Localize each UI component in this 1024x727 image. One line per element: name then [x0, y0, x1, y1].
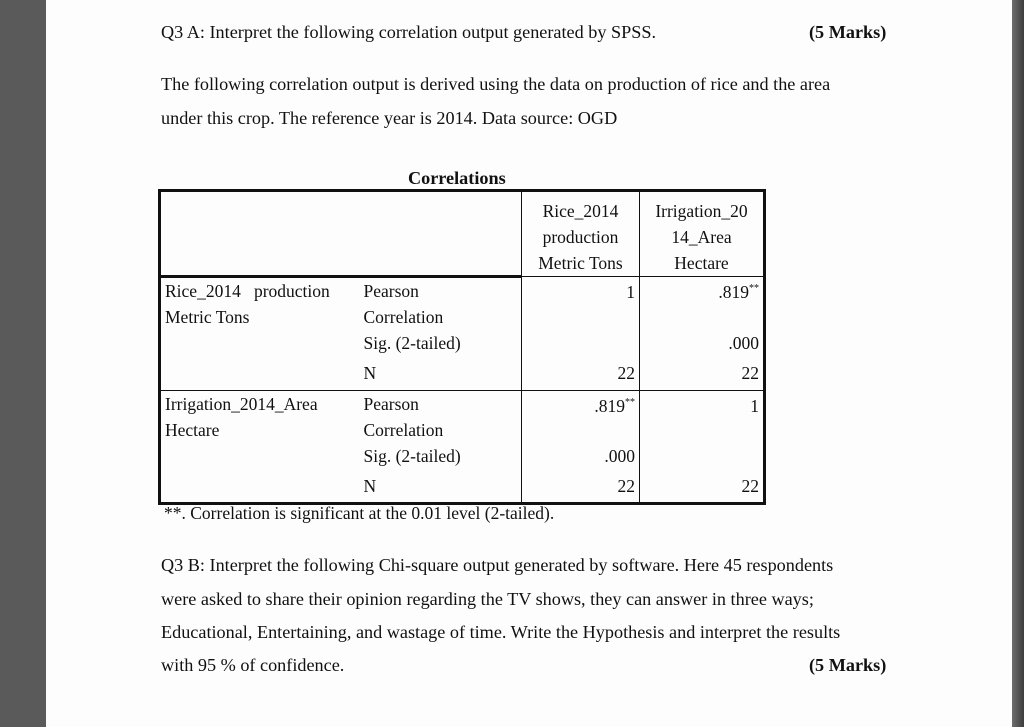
stat-n-label: N — [360, 360, 522, 390]
r1-pearson-c2: .819 — [718, 282, 749, 302]
intro-line-2: under this crop. The reference year is 2014. Data source: OGD — [161, 108, 618, 128]
stat-pearson-line2: Correlation — [363, 307, 444, 327]
header-corner — [160, 191, 522, 277]
r1-pearson-c2-sup: ** — [749, 283, 759, 294]
r1-sig-c2: .000 — [640, 330, 765, 360]
question-b-marks: (5 Marks) — [809, 655, 887, 675]
stat-sig-label-2: Sig. (2-tailed) — [363, 446, 461, 466]
question-b-line-3: Educational, Entertaining, and wastage of time. Write the Hypothesis and interpret the results — [161, 622, 841, 642]
stat-pearson-2-line2: Correlation — [363, 419, 444, 440]
stat-pearson-line1: Pearson — [363, 281, 419, 301]
r2-pearson-c1-cell — [522, 390, 640, 443]
col-header-irrigation — [640, 191, 765, 277]
table-footnote: **. Correlation is significant at the 0.01 level (2-tailed). — [164, 503, 555, 523]
question-a-marks: (5 Marks) — [809, 22, 887, 42]
r2-sig-c2 — [640, 443, 765, 473]
row-label-irrigation — [160, 390, 360, 503]
r2-pearson-c1: .819 — [594, 395, 625, 416]
col-header-rice-line3: Metric Tons — [538, 253, 623, 273]
r1-sig-c1 — [522, 330, 640, 360]
correlations-table — [158, 189, 766, 505]
r2-pearson-c2: 1 — [640, 390, 765, 443]
row-label-rice-line2: Metric Tons — [165, 307, 250, 327]
table-title: Correlations — [408, 168, 506, 188]
r1-pearson-c1: 1 — [522, 277, 640, 331]
col-header-irrigation-line3: Hectare — [674, 253, 729, 273]
row-label-rice — [160, 277, 360, 391]
stat-pearson-label-2 — [360, 390, 522, 443]
question-b-line-2: were asked to share their opinion regarding the TV shows, they can answer in three ways; — [161, 589, 814, 609]
col-header-irrigation-line2: 14_Area — [671, 227, 732, 247]
row-label-irrigation-line2: Hectare — [165, 419, 220, 440]
r2-sig-c1: .000 — [522, 443, 640, 473]
r2-pearson-c1-sup: ** — [625, 396, 635, 408]
document-page — [46, 0, 1014, 727]
row-label-rice-line1: Rice_2014 production — [165, 281, 330, 301]
stat-n-label-2: N — [360, 473, 522, 503]
stat-pearson-2-line1: Pearson — [363, 393, 419, 414]
col-header-rice-line2: production — [542, 227, 619, 247]
r2-n-c2: 22 — [640, 473, 765, 503]
question-b-line-4: with 95 % of confidence. — [161, 655, 345, 675]
col-header-irrigation-line1: Irrigation_20 — [655, 201, 748, 221]
stat-sig-label: Sig. (2-tailed) — [363, 333, 461, 353]
col-header-rice-line1: Rice_2014 — [542, 201, 619, 221]
intro-line-1: The following correlation output is derived using the data on production of rice and the area — [161, 74, 831, 94]
page-edge-shadow — [1012, 0, 1024, 727]
r2-n-c1: 22 — [522, 473, 640, 503]
r1-n-c1: 22 — [522, 360, 640, 390]
row-label-irrigation-line1: Irrigation_2014_Area — [165, 393, 318, 414]
r1-pearson-c2-cell — [640, 277, 765, 331]
col-header-rice — [522, 191, 640, 277]
question-b-line-1: Q3 B: Interpret the following Chi-square output generated by software. Here 45 respondents — [161, 555, 834, 575]
r1-n-c2: 22 — [640, 360, 765, 390]
stat-pearson-label — [360, 277, 522, 331]
question-a-title: Q3 A: Interpret the following correlation output generated by SPSS. — [161, 22, 657, 42]
